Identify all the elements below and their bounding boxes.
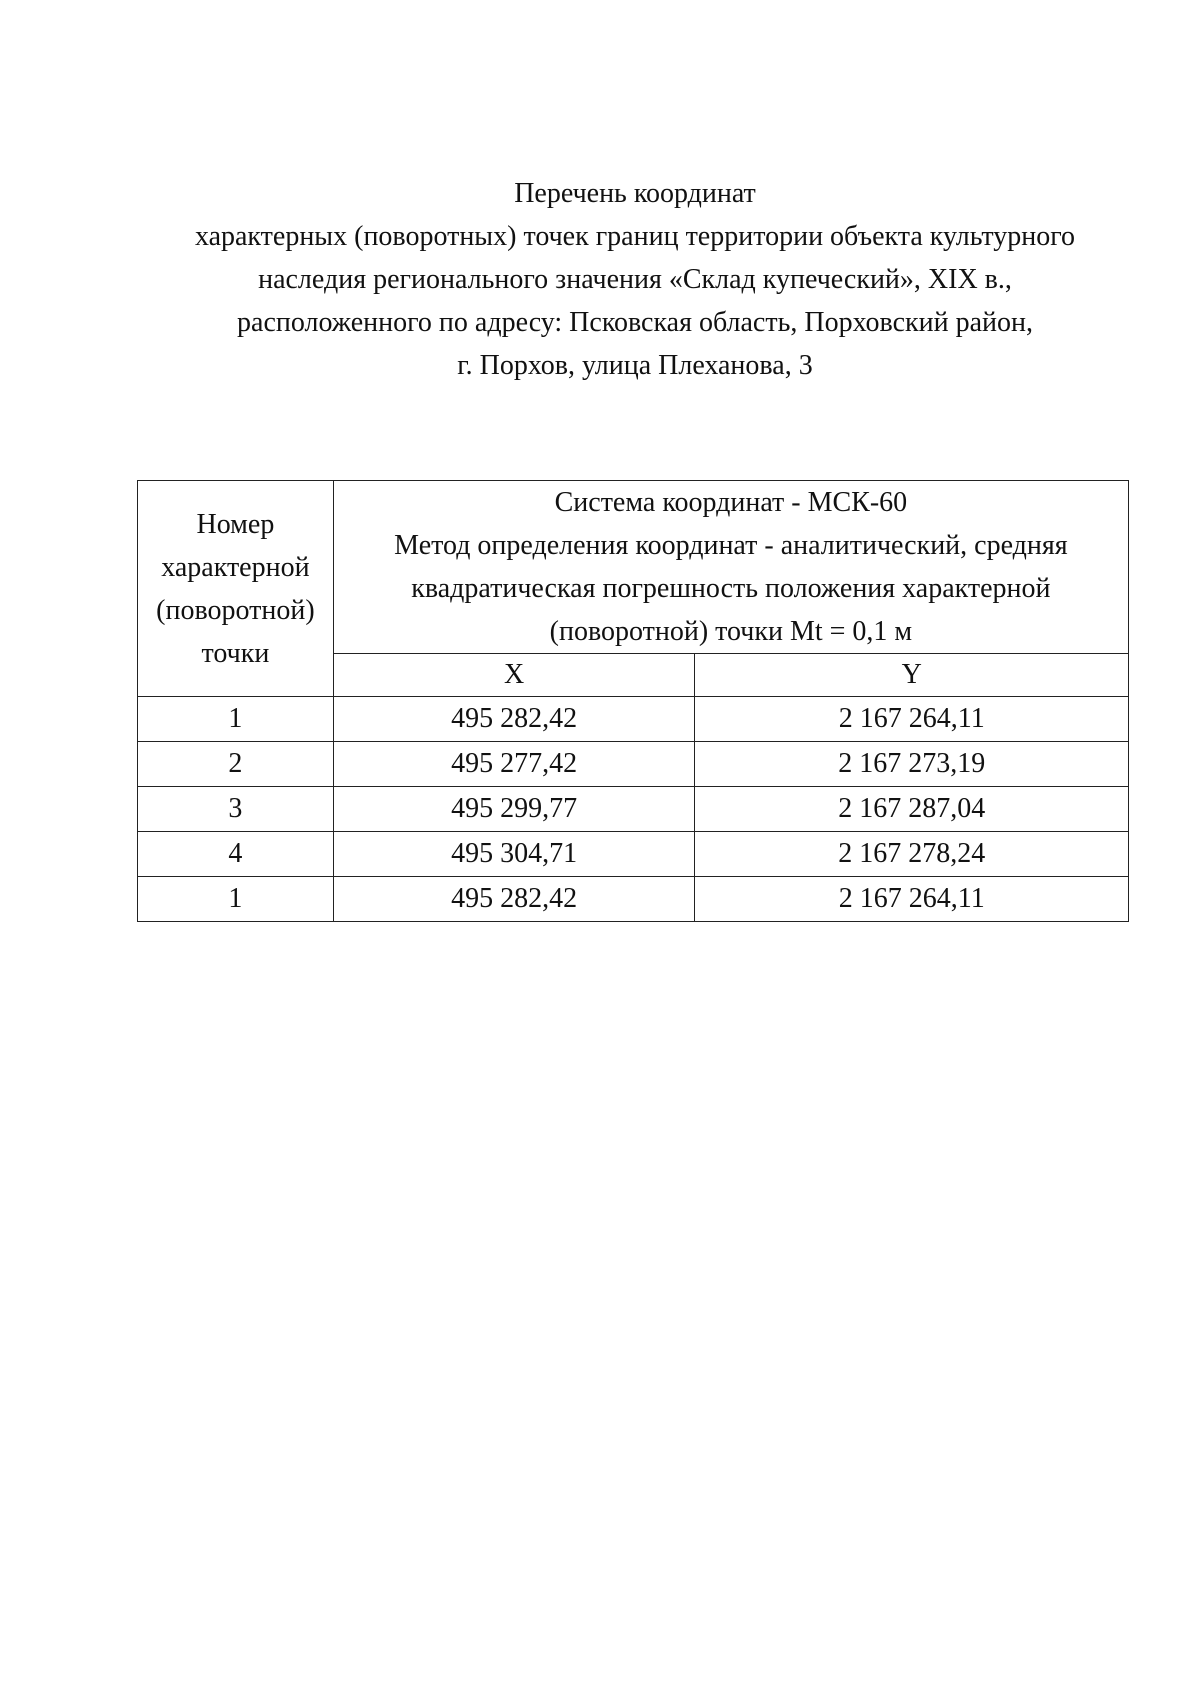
header-point-number-line: характерной: [161, 551, 310, 583]
cell-y: 2 167 278,24: [695, 832, 1129, 877]
header-point-number-line: Номер: [196, 508, 275, 540]
cell-y: 2 167 273,19: [695, 742, 1129, 787]
header-system-line: Система координат - МСК-60: [554, 487, 908, 518]
cell-point: 2: [138, 742, 334, 787]
table-row: [138, 877, 1129, 922]
cell-x: 495 304,71: [333, 832, 695, 877]
cell-point: 1: [138, 697, 334, 742]
title-line-4: расположенного по адресу: Псковская область, Порховский район,: [237, 307, 1033, 338]
header-system-line: квадратическая погрешность положения характерной: [411, 573, 1051, 604]
document-title: [140, 172, 1130, 387]
table-row: [138, 787, 1129, 832]
header-x: X: [333, 654, 695, 697]
header-point-number: [138, 481, 334, 697]
cell-x: 495 282,42: [333, 697, 695, 742]
cell-point: 3: [138, 787, 334, 832]
title-line-3: наследия регионального значения «Склад купеческий», XIX в.,: [258, 264, 1012, 295]
title-line-2: характерных (поворотных) точек границ территории объекта культурного: [194, 221, 1076, 252]
cell-x: 495 299,77: [333, 787, 695, 832]
table-row: [138, 832, 1129, 877]
title-line-1: Перечень координат: [514, 178, 756, 209]
cell-point: 1: [138, 877, 334, 922]
header-coordinate-system: [333, 481, 1128, 654]
header-system-line: (поворотной) точки Mt = 0,1 м: [549, 616, 913, 647]
header-point-number-line: точки: [201, 637, 270, 669]
header-y: Y: [695, 654, 1129, 697]
cell-y: 2 167 264,11: [695, 877, 1129, 922]
title-line-5: г. Порхов, улица Плеханова, 3: [457, 350, 813, 381]
cell-point: 4: [138, 832, 334, 877]
cell-x: 495 277,42: [333, 742, 695, 787]
header-system-line: Метод определения координат - аналитический, средняя: [394, 530, 1068, 561]
table-row: [138, 742, 1129, 787]
table-row: [138, 697, 1129, 742]
cell-y: 2 167 287,04: [695, 787, 1129, 832]
cell-y: 2 167 264,11: [695, 697, 1129, 742]
coordinates-table: [137, 480, 1129, 922]
header-point-number-line: (поворотной): [156, 594, 315, 626]
table-header-row: [138, 481, 1129, 654]
cell-x: 495 282,42: [333, 877, 695, 922]
